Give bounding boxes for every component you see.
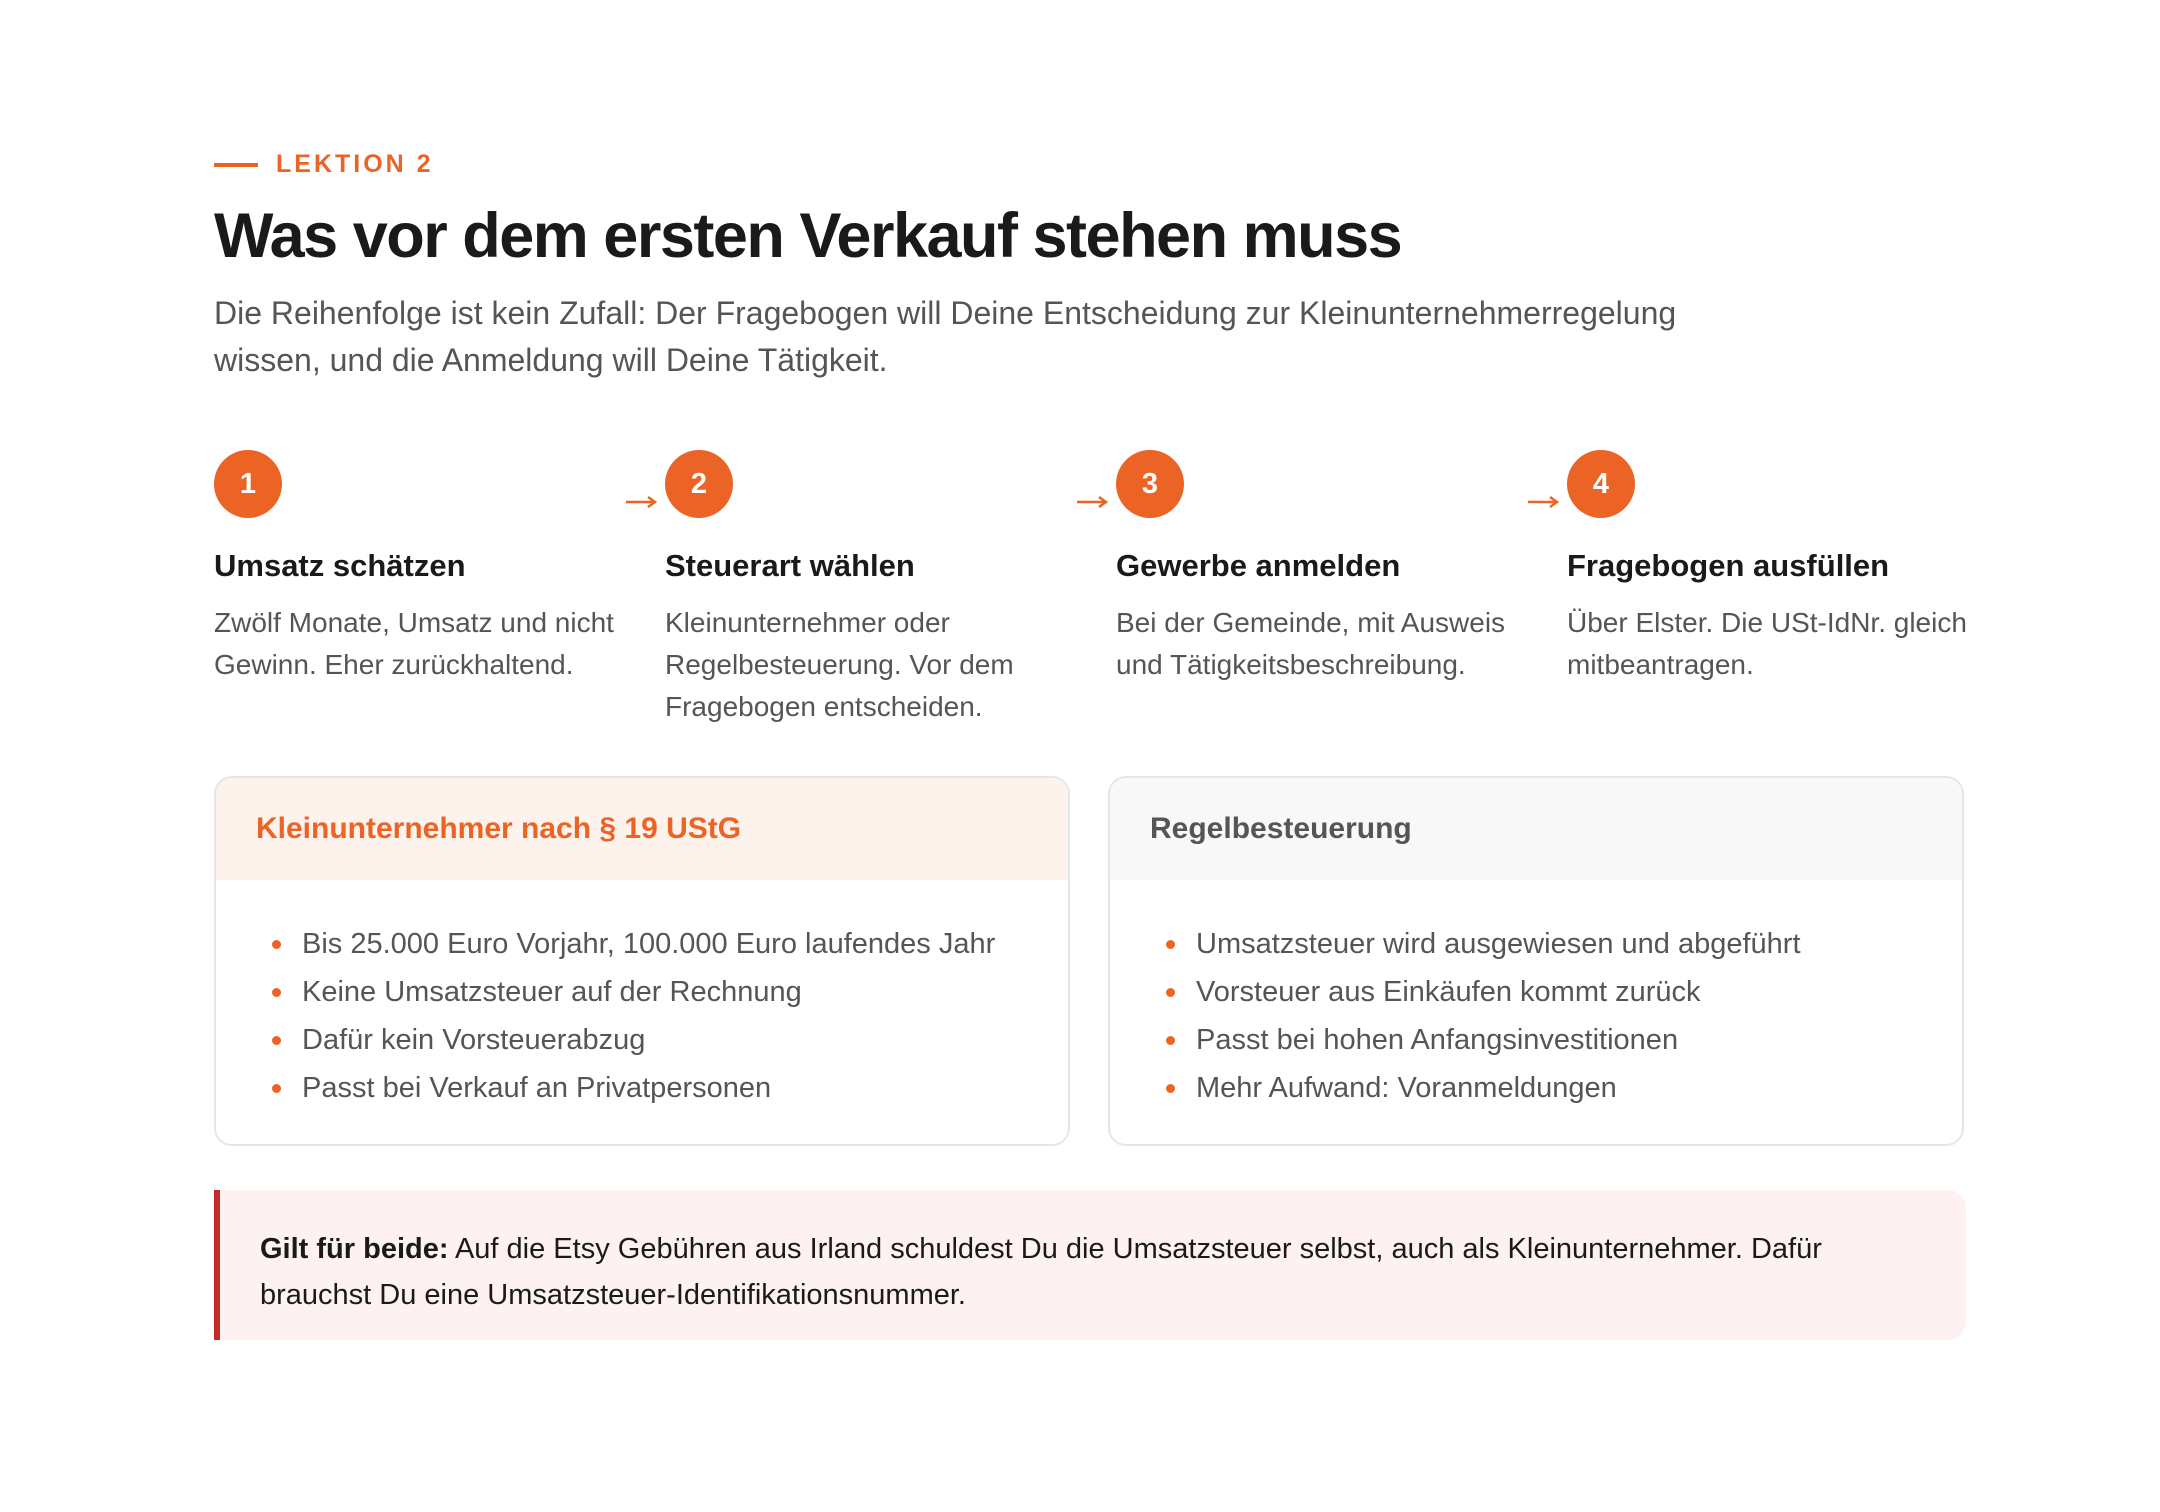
dot-icon <box>272 940 281 949</box>
list-item <box>1196 920 1962 968</box>
step-1 <box>214 450 614 686</box>
lead-text: Die Reihenfolge ist kein Zufall: Der Fragebogen will Deine Entscheidung zur Kleinunternehmerregelung wissen, und die Anmeldung will Deine Tätigkeit. <box>214 295 1677 378</box>
list-item-text: Umsatzsteuer wird ausgewiesen und abgeführt <box>1196 928 1801 960</box>
step-number-badge: 1 <box>214 450 282 518</box>
list-item-text: Vorsteuer aus Einkäufen kommt zurück <box>1196 976 1701 1008</box>
list-item <box>1196 1016 1962 1064</box>
arrow-right-icon <box>1528 494 1560 510</box>
warning-note <box>214 1190 1966 1340</box>
step-description: Über Elster. Die USt-IdNr. gleich mitbeantragen. <box>1567 607 1967 680</box>
lesson-eyebrow <box>214 150 434 179</box>
step-description: Bei der Gemeinde, mit Ausweis und Tätigkeitsbeschreibung. <box>1116 607 1506 680</box>
step-number-badge: 2 <box>665 450 733 518</box>
dot-icon <box>272 988 281 997</box>
dot-icon <box>272 1084 281 1093</box>
card-list <box>1110 880 1962 1112</box>
list-item <box>302 1064 1068 1112</box>
list-item <box>302 1016 1068 1064</box>
card-regular-taxation <box>1108 776 1964 1146</box>
card-title: Regelbesteuerung <box>1110 778 1962 880</box>
list-item-text: Bis 25.000 Euro Vorjahr, 100.000 Euro laufendes Jahr <box>302 928 996 960</box>
list-item <box>1196 968 1962 1016</box>
list-item-text: Mehr Aufwand: Voranmeldungen <box>1196 1072 1617 1104</box>
arrow-right-icon <box>626 494 658 510</box>
list-item <box>302 920 1068 968</box>
dot-icon <box>272 1036 281 1045</box>
card-title: Kleinunternehmer nach § 19 UStG <box>216 778 1068 880</box>
list-item-text: Passt bei Verkauf an Privatpersonen <box>302 1072 772 1104</box>
list-item-text: Passt bei hohen Anfangsinvestitionen <box>1196 1024 1679 1056</box>
note-text: Auf die Etsy Gebühren aus Irland schuldest Du die Umsatzsteuer selbst, auch als Kleinunternehmer. Dafür brauchst Du eine Umsatzsteuer-Identifikationsnummer. <box>260 1233 1822 1311</box>
list-item <box>1196 1064 1962 1112</box>
dot-icon <box>1166 940 1175 949</box>
step-title: Gewerbe anmelden <box>1116 548 1401 583</box>
step-title: Umsatz schätzen <box>214 548 466 583</box>
comparison-cards <box>214 776 1966 1146</box>
eyebrow-label: LEKTION 2 <box>276 150 434 178</box>
step-description: Zwölf Monate, Umsatz und nicht Gewinn. Eher zurückhaltend. <box>214 607 614 680</box>
dot-icon <box>1166 1084 1175 1093</box>
steps-row <box>214 450 1966 740</box>
note-label: Gilt für beide: <box>260 1233 449 1265</box>
dot-icon <box>1166 1036 1175 1045</box>
dot-icon <box>1166 988 1175 997</box>
step-4 <box>1567 450 1967 686</box>
list-item <box>302 968 1068 1016</box>
step-number-badge: 4 <box>1567 450 1635 518</box>
eyebrow-line <box>214 163 258 167</box>
step-title: Steuerart wählen <box>665 548 915 583</box>
card-small-business <box>214 776 1070 1146</box>
list-item-text: Dafür kein Vorsteuerabzug <box>302 1024 646 1056</box>
step-3 <box>1116 450 1516 686</box>
step-description: Kleinunternehmer oder Regelbesteuerung. Vor dem Fragebogen entscheiden. <box>665 607 1014 722</box>
arrow-right-icon <box>1077 494 1109 510</box>
step-2 <box>665 450 1065 728</box>
list-item-text: Keine Umsatzsteuer auf der Rechnung <box>302 976 802 1008</box>
page-title: Was vor dem ersten Verkauf stehen muss <box>214 201 1402 271</box>
card-list <box>216 880 1068 1112</box>
step-number-badge: 3 <box>1116 450 1184 518</box>
step-title: Fragebogen ausfüllen <box>1567 548 1890 583</box>
